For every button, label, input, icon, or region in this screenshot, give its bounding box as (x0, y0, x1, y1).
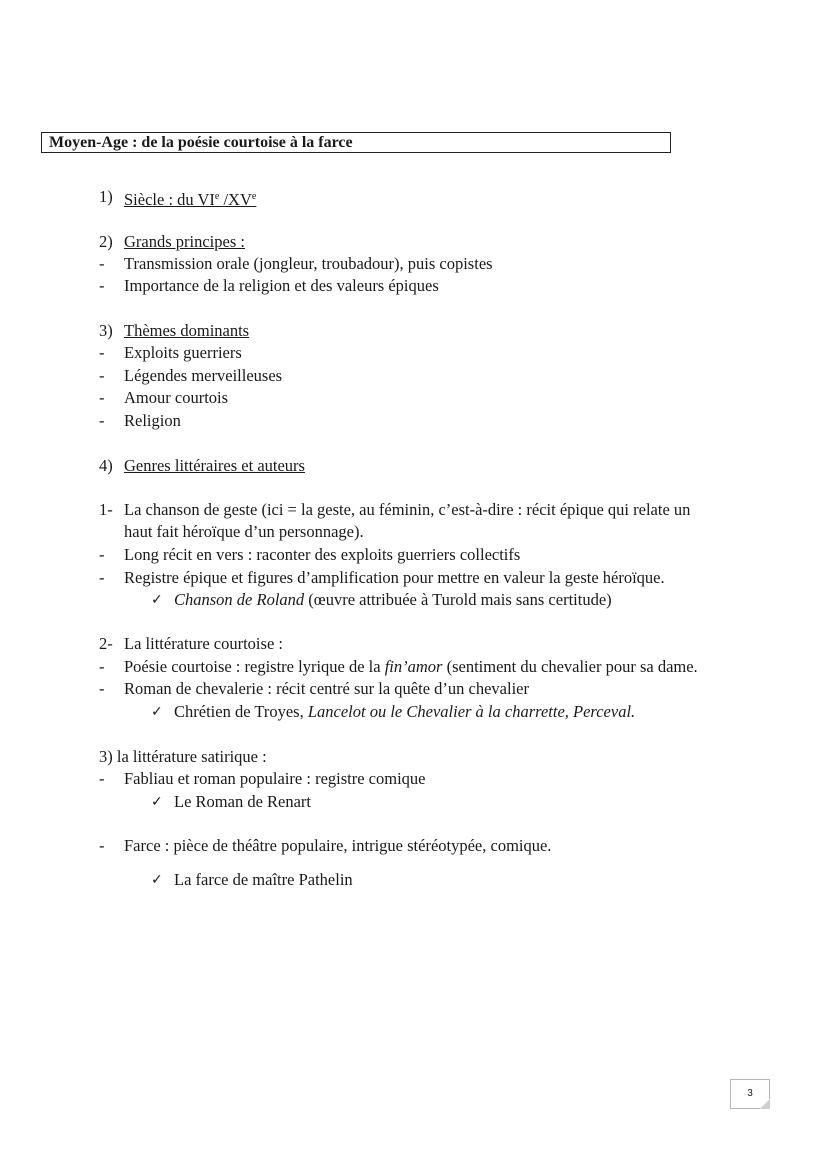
item-number: 2) (99, 232, 113, 251)
superscript: e (214, 191, 220, 202)
bullet-dash: - (99, 388, 105, 407)
check-icon: ✓ (151, 704, 163, 720)
genre-chanson-line1: La chanson de geste (ici = la geste, au féminin, c’est-à-dire : récit épique qui relate un (124, 500, 691, 519)
bullet-dash: - (99, 568, 105, 587)
page-fold-icon (760, 1099, 770, 1109)
bullet-dash: - (99, 411, 105, 430)
item-text: Poésie courtoise : registre lyrique de la (124, 657, 385, 676)
page-number (730, 1079, 770, 1109)
list-item: Transmission orale (jongleur, troubadour), puis copistes (124, 254, 493, 273)
item-number: 4) (99, 456, 113, 475)
example-item (174, 702, 635, 722)
bullet-dash: - (99, 366, 105, 385)
siecle-label: Siècle : du VI (124, 190, 215, 209)
item-number: 1) (99, 187, 113, 206)
bullet-dash: - (99, 836, 105, 855)
bullet-dash: - (99, 769, 105, 788)
check-icon: ✓ (151, 872, 163, 888)
genre-satirique: 3) la littérature satirique : (99, 747, 267, 766)
item-number: 1- (99, 500, 113, 519)
section-title: Moyen-Age : de la poésie courtoise à la farce (41, 132, 671, 153)
bullet-dash: - (99, 679, 105, 698)
list-item: Registre épique et figures d’amplification pour mettre en valeur la geste héroïque. (124, 568, 665, 587)
bullet-dash: - (99, 276, 105, 295)
work-note: (œuvre attribuée à Turold mais sans certitude) (304, 590, 612, 609)
item-italic: fin’amor (384, 657, 443, 676)
heading-principes: Grands principes : (124, 232, 245, 251)
check-icon: ✓ (151, 794, 163, 810)
page-number-text: 3 (747, 1088, 753, 1099)
example-item (174, 590, 612, 610)
work-title: Chanson de Roland (174, 590, 305, 609)
genre-chanson-line2: haut fait héroïque d’un personnage). (124, 522, 364, 541)
item-text-end: (sentiment du chevalier pour sa dame. (442, 657, 698, 676)
item-number: 3) (99, 321, 113, 340)
example-item: La farce de maître Pathelin (174, 870, 353, 889)
work-title: Lancelot ou le Chevalier à la charrette, Perceval. (307, 702, 636, 721)
list-item: Légendes merveilleuses (124, 366, 283, 385)
author: Chrétien de Troyes, (174, 702, 308, 721)
item-number: 2- (99, 634, 113, 653)
list-item (124, 657, 698, 677)
example-item: Le Roman de Renart (174, 792, 311, 811)
list-item: Exploits guerriers (124, 343, 242, 362)
bullet-dash: - (99, 343, 105, 362)
heading-genres: Genres littéraires et auteurs (124, 456, 305, 475)
list-item: Importance de la religion et des valeurs épiques (124, 276, 439, 295)
list-item: Religion (124, 411, 181, 430)
superscript: e (251, 191, 257, 202)
check-icon: ✓ (151, 592, 163, 608)
list-item: Long récit en vers : raconter des exploits guerriers collectifs (124, 545, 521, 564)
list-item: Roman de chevalerie : récit centré sur la quête d’un chevalier (124, 679, 529, 698)
heading-siecle (124, 187, 256, 210)
list-item: Fabliau et roman populaire : registre comique (124, 769, 426, 788)
list-item: Amour courtois (124, 388, 229, 407)
bullet-dash: - (99, 254, 105, 273)
bullet-dash: - (99, 545, 105, 564)
list-item: Farce : pièce de théâtre populaire, intrigue stéréotypée, comique. (124, 836, 552, 855)
heading-themes: Thèmes dominants (124, 321, 250, 340)
genre-courtoise: La littérature courtoise : (124, 634, 283, 653)
siecle-label-end: /XV (219, 190, 252, 209)
bullet-dash: - (99, 657, 105, 676)
